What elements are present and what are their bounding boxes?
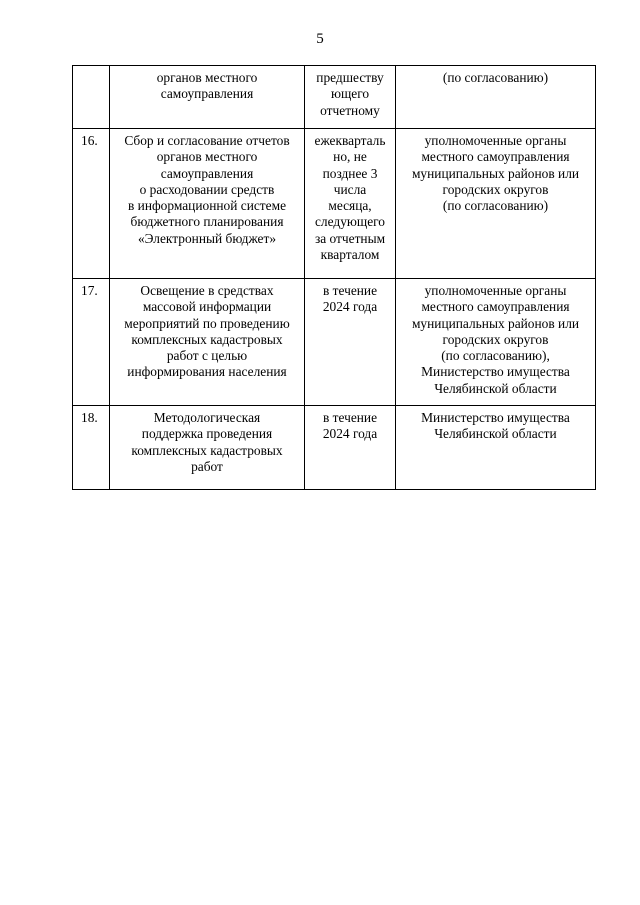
term-cell: в течение 2024 года: [305, 406, 396, 490]
responsible-cell: Министерство имущества Челябинской области: [396, 406, 596, 490]
task-cell: органов местного самоуправления: [110, 66, 305, 129]
responsible-cell: (по согласованию): [396, 66, 596, 129]
plan-table: [72, 65, 596, 490]
row-number-cell: 18.: [73, 406, 110, 490]
table-row: [73, 279, 596, 406]
table-row: [73, 66, 596, 129]
responsible-cell: уполномоченные органы местного самоуправления муниципальных районов или городских округов (по согласованию): [396, 129, 596, 279]
task-cell: Освещение в средствах массовой информации мероприятий по проведению комплексных кадастровых работ с целью информирования населения: [110, 279, 305, 406]
task-cell: Сбор и согласование отчетов органов местного самоуправления о расходовании средств в информационной системе бюджетного планирования «Электронный бюджет»: [110, 129, 305, 279]
table-row: [73, 406, 596, 490]
responsible-cell: уполномоченные органы местного самоуправления муниципальных районов или городских округов (по согласованию), Министерство имущества Челябинской области: [396, 279, 596, 406]
page-number: 5: [316, 31, 324, 47]
term-cell: ежекварталь но, не позднее 3 числа месяца, следующего за отчетным кварталом: [305, 129, 396, 279]
row-number-cell: [73, 66, 110, 129]
task-cell: Методологическая поддержка проведения комплексных кадастровых работ: [110, 406, 305, 490]
row-number-cell: 16.: [73, 129, 110, 279]
table-row: [73, 129, 596, 279]
term-cell: предшеству ющего отчетному: [305, 66, 396, 129]
row-number-cell: 17.: [73, 279, 110, 406]
term-cell: в течение 2024 года: [305, 279, 396, 406]
